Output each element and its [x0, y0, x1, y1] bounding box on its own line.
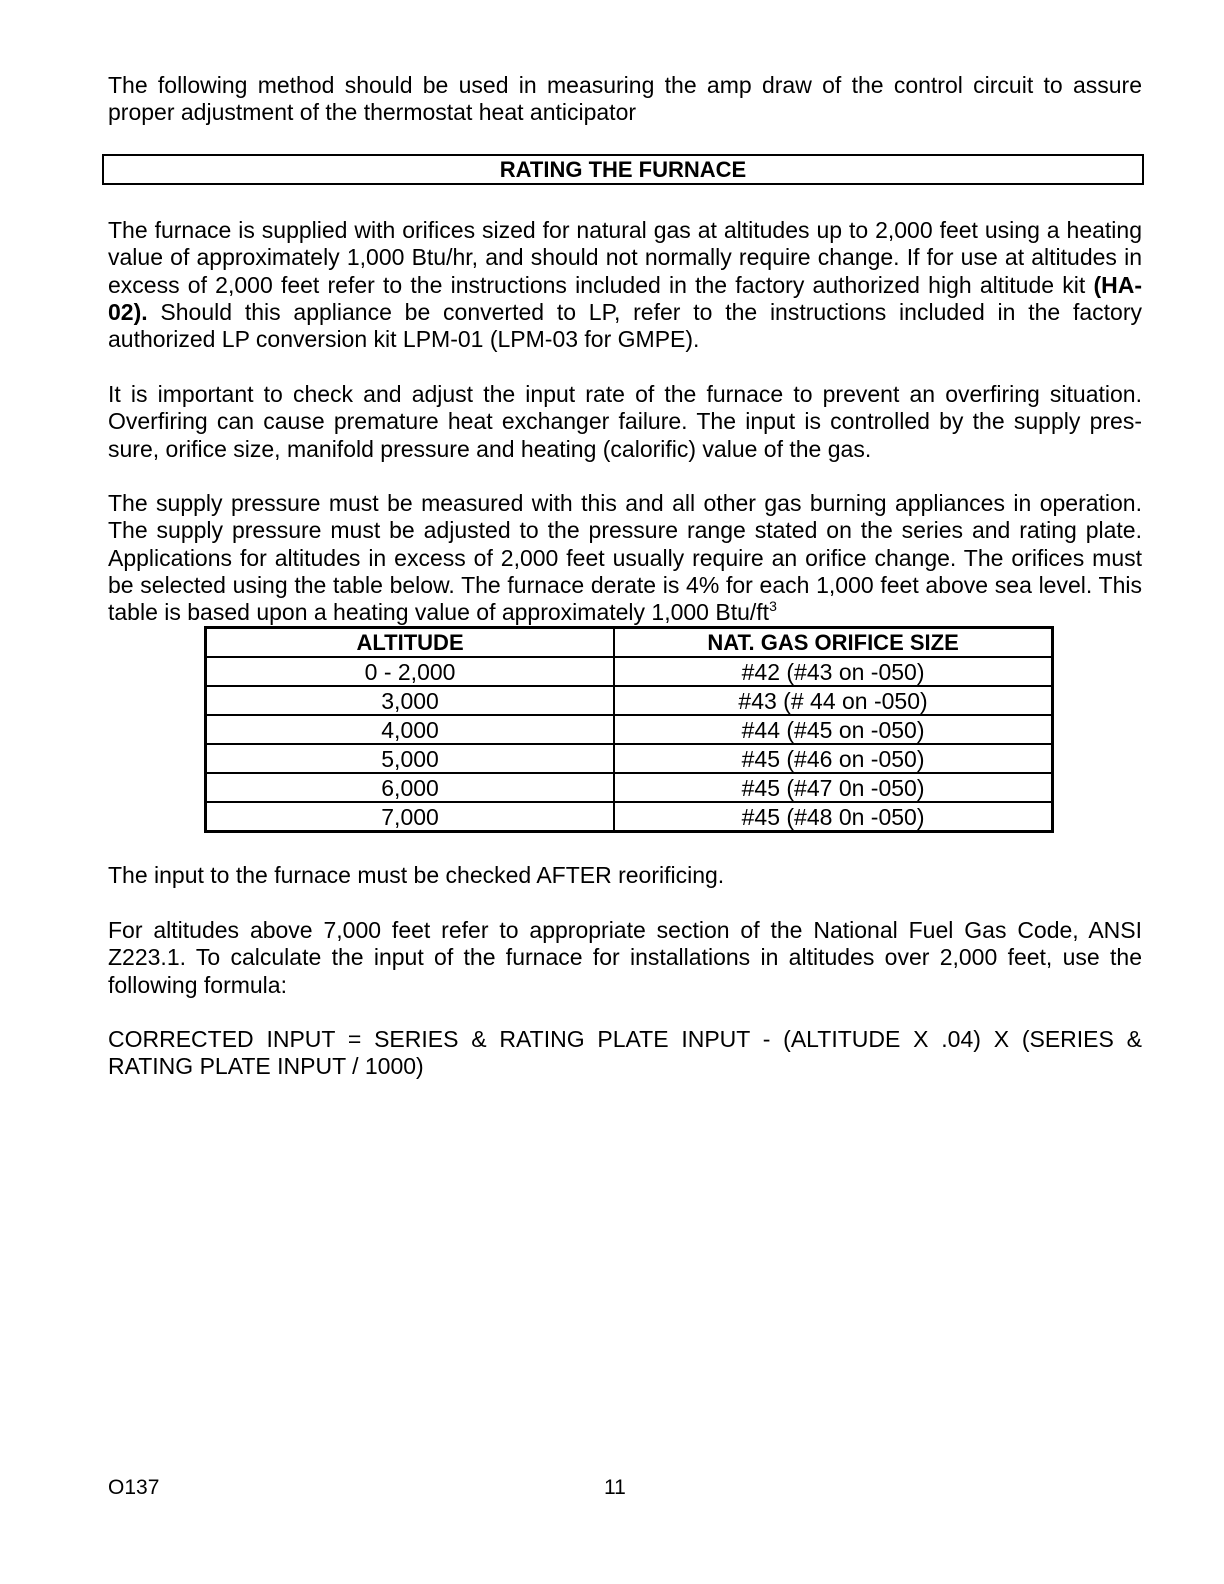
orifice-cell: #42 (#43 on -050) [614, 657, 1052, 686]
input-rate-paragraph: It is important to check and adjust the input rate of the furnace to prevent an overfiring situation. Overfiring can cause premature heat exchanger failure. The input is controlled by the supply pressure, orifice size, manifold pressure and heating (calorific) value of the gas. [108, 381, 1142, 462]
table-row [206, 773, 1053, 802]
superscript: 3 [769, 598, 777, 615]
orifice-paragraph [108, 217, 1142, 353]
document-code: O137 [108, 1476, 160, 1499]
table-header-row [206, 628, 1053, 658]
altitude-cell: 4,000 [206, 715, 615, 744]
altitude-cell: 0 - 2,000 [206, 657, 615, 686]
orifice-cell: #45 (#47 0n -050) [614, 773, 1052, 802]
kit-code: (HA-02). [108, 271, 1142, 325]
altitude-cell: 5,000 [206, 744, 615, 773]
supply-pressure-paragraph [108, 490, 1142, 626]
formula-paragraph: CORRECTED INPUT = SERIES & RATING PLATE INPUT - (ALTITUDE X .04) X (SERIES & RATING PLATE INPUT / 1000) [108, 1026, 1142, 1080]
orifice-cell: #44 (#45 on -050) [614, 715, 1052, 744]
section-heading: RATING THE FURNACE [102, 154, 1144, 185]
orifice-size-header: NAT. GAS ORIFICE SIZE [614, 628, 1052, 658]
orifice-cell: #45 (#48 0n -050) [614, 802, 1052, 832]
orifice-paragraph-text: The furnace is supplied with orifices sized for natural gas at altitudes up to 2,000 feet using a heating value of approximately 1,000 Btu/hr, and should not normally require change. If for use at altitudes in excess of 2,000 feet refer to the instructions included in the factory authorized high altitude kit [108, 217, 1142, 298]
altitude-cell: 6,000 [206, 773, 615, 802]
table-row [206, 686, 1053, 715]
orifice-table [204, 626, 1054, 833]
orifice-cell: #45 (#46 on -050) [614, 744, 1052, 773]
page-number: 11 [604, 1476, 626, 1499]
orifice-paragraph-text-end: Should this appliance be converted to LP, refer to the instructions included in the factory authorized LP conversion kit LPM-01 (LPM-03 for GMPE). [108, 298, 1142, 353]
high-altitude-paragraph: For altitudes above 7,000 feet refer to appropriate section of the National Fuel Gas Code, ANSI Z223.1. To calculate the input of the furnace for installations in altitudes over 2,000 feet, use the following formula: [108, 917, 1142, 998]
table-row [206, 744, 1053, 773]
supply-pressure-text: The supply pressure must be measured with this and all other gas burning appliances in operation. The supply pressure must be adjusted to the pressure range stated on the series and rating plate. Applications for altitudes in excess of 2,000 feet usually require an orifice change. The orifices must be selected using the table below. The furnace derate is 4% for each 1,000 feet above sea level. This table is based upon a heating value of approximately 1,000 Btu/ft [108, 490, 1142, 626]
altitude-header: ALTITUDE [206, 628, 615, 658]
reorificing-note: The input to the furnace must be checked AFTER reorificing. [108, 862, 725, 888]
orifice-cell: #43 (# 44 on -050) [614, 686, 1052, 715]
altitude-cell: 3,000 [206, 686, 615, 715]
altitude-cell: 7,000 [206, 802, 615, 832]
table-row [206, 657, 1053, 686]
table-row [206, 715, 1053, 744]
table-row [206, 802, 1053, 832]
intro-paragraph: The following method should be used in measuring the amp draw of the control circuit to assure proper adjustment of the thermostat heat anticipator [108, 72, 1142, 126]
